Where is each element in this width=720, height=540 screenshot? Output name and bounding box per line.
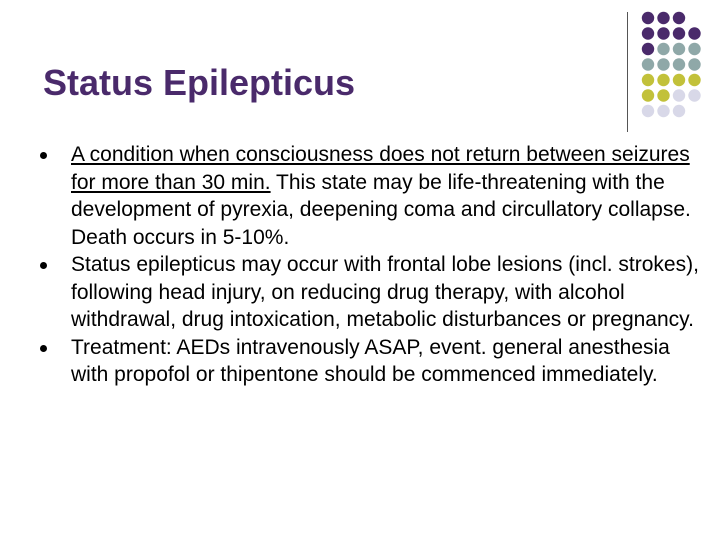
treatment-text: Treatment: AEDs intravenously ASAP, event. general anesthesia with propofol or thipentone should be commenced immediately. [71,335,670,386]
decorative-dot [688,43,700,55]
bullet-dot-icon [40,345,47,352]
decorative-dot [657,43,669,55]
decorative-dot [657,27,669,39]
decorative-dot [657,12,669,24]
bullet-dot-icon [40,262,47,269]
causes-text: Status epilepticus may occur with frontal lobe lesions (incl. strokes), following head injury, on reducing drug therapy, with alcohol withdrawal, drug intoxication, metabolic disturbances or pregnancy. [71,253,699,331]
bullet-item-definition [40,141,710,251]
decorative-dot [642,89,654,101]
decorative-dot [688,27,700,39]
decorative-dot [688,58,700,70]
decorative-dot [673,27,685,39]
bullet-dot-icon [40,152,47,159]
decorative-dot [673,89,685,101]
decorative-dot [657,105,669,117]
bullet-list [40,141,710,389]
definition-rest-text: This state may be life-threatening with the development of pyrexia, deepening coma and circullatory collapse. Death occurs in 5-10%. [71,170,691,249]
decorative-dot [642,74,654,86]
decorative-dot [642,43,654,55]
decorative-dot [642,27,654,39]
decorative-dot [642,58,654,70]
decorative-dot [642,105,654,117]
definition-underlined-text: A condition when consciousness does not return between seizures for more than 30 min. [71,143,690,194]
decorative-dot [657,89,669,101]
decorative-dot [673,43,685,55]
decorative-dot [657,58,669,70]
decorative-dot [688,89,700,101]
decorative-dot [657,74,669,86]
bullet-item-treatment [40,334,710,389]
decorative-divider [627,12,628,132]
bullet-item-causes [40,251,710,334]
decorative-dot [673,105,685,117]
decorative-dot [673,74,685,86]
slide-title: Status Epilepticus [43,62,356,103]
decorative-dot [673,12,685,24]
decorative-dot [673,58,685,70]
decorative-dot-grid [640,10,720,120]
decorative-dot [688,74,700,86]
decorative-dot [642,12,654,24]
